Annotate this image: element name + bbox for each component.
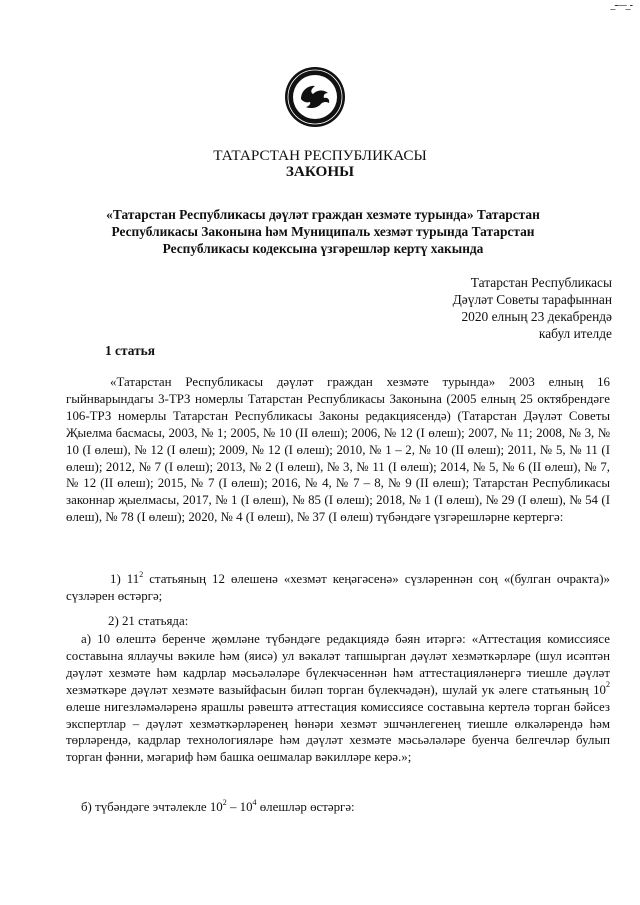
adoption-line: 2020 елның 23 декабрендә [461,309,612,324]
tatarstan-emblem-icon [284,66,346,128]
sub-item-a: а) 10 өлештә беренче җөмләне түбәндәге редакциядә бәян итәргә: «Аттестация комиссиясе составына яллаучы вәкиле һәм (яисә) ул вәкаләт тапшырган дәүләт хезмәткәрләре (шул исәптән дәүләт хезмәте һәм кадрлар мәсьәләләре бүлекчәсеннән һәм аттестацияләнергә тиешле дәүләт хезмәткәре дәүләт хезмәте вазыйфасын биләп торган бүлекчәдән), шулай ук әлеге статьяның $10^2$ өлеше нигезләмәләренә ярашлы рәвештә аттестация комиссиясе составына кертелә торган бәйсез экспертлар – дәүләт хезмәткәрләренең һөнәри хезмәт эшчәнлегенең тиешле өлкәләрендә һәм төрләрендә, кадрлар технологияләре һәм дәүләт хезмәте мәсьәләләре буенча белгечләр булып торган фәнни, мәгариф һәм башка оешмалар вәкилләре керә.»; [66,632,610,765]
law-heading: ЗАКОНЫ [285,163,355,180]
list-item: 1) $11^2$ статьяның 12 өлешенә «хезмәт кеңәгәсенә» сүзләреннән соң «(булган очракта)» сүзләрен өстәргә; [66,569,610,603]
law-title: «Татарстан Республикасы дәүләт граждан хезмәте турында» Татарстан Республикасы Законына һәм Муниципаль хезмәт турында Татарстан Республикасы кодексына үзгәрешләр кертү хакында [106,207,540,256]
corner-mark: _-—_- [610,0,632,11]
article-intro-paragraph: «Татарстан Республикасы дәүләт граждан хезмәте турында» 2003 елның 16 гыйнварындагы 3-ТРЗ номерлы Татарстан Республикасы Законына (2005 елның 25 октябрендәге 106-ТРЗ номерлы Татарстан Республикасы Законы редакциясендә) (Татарстан Дәүләт Советы Җыелма басмасы, 2003, № 1; 2005, № 10 (II өлеш); 2006, № 12 (I өлеш); 2007, № 11; 2008, № 3, № 10 (I өлеш), № 12 (I өлеш); 2009, № 12 (I өлеш); 2010, № 1 – 2, № 10 (II өлеш); 2011, № 5, № 11 (I өлеш); 2012, № 7 (I өлеш); 2013, № 2 (I өлеш), № 3, № 11 (I өлеш); 2014, № 5, № 6 (II өлеш), № 7, № 12 (II өлеш); 2015, № 7 (I өлеш); 2016, № 4, № 7 – 8, № 9 (II өлеш); Татарстан Республикасы законнар җыелмасы, 2017, № 1 (I өлеш), № 85 (I өлеш); 2018, № 1 (I өлеш), № 29 (I өлеш), № 54 (I өлеш), № 78 (I өлеш); 2020, № 4 (I өлеш), № 37 (I өлеш) түбәндәге үзгәрешләрне кертергә: [66,375,610,525]
republic-heading: ТАТАРСТАН РЕСПУБЛИКАСЫ [213,147,427,164]
adoption-note [453,274,612,342]
adoption-line: кабул ителде [538,326,612,341]
article-heading: 1 статья [105,343,155,358]
sub-item-b: б) түбәндәге эчтәлекле $10^2 - 10^4$ өлешләр өстәргә: [81,797,355,814]
adoption-line: Дәүләт Советы тарафыннан [452,292,612,307]
adoption-line: Татарстан Республикасы [470,275,612,290]
list-item: 2) 21 статьяда: [108,614,189,628]
